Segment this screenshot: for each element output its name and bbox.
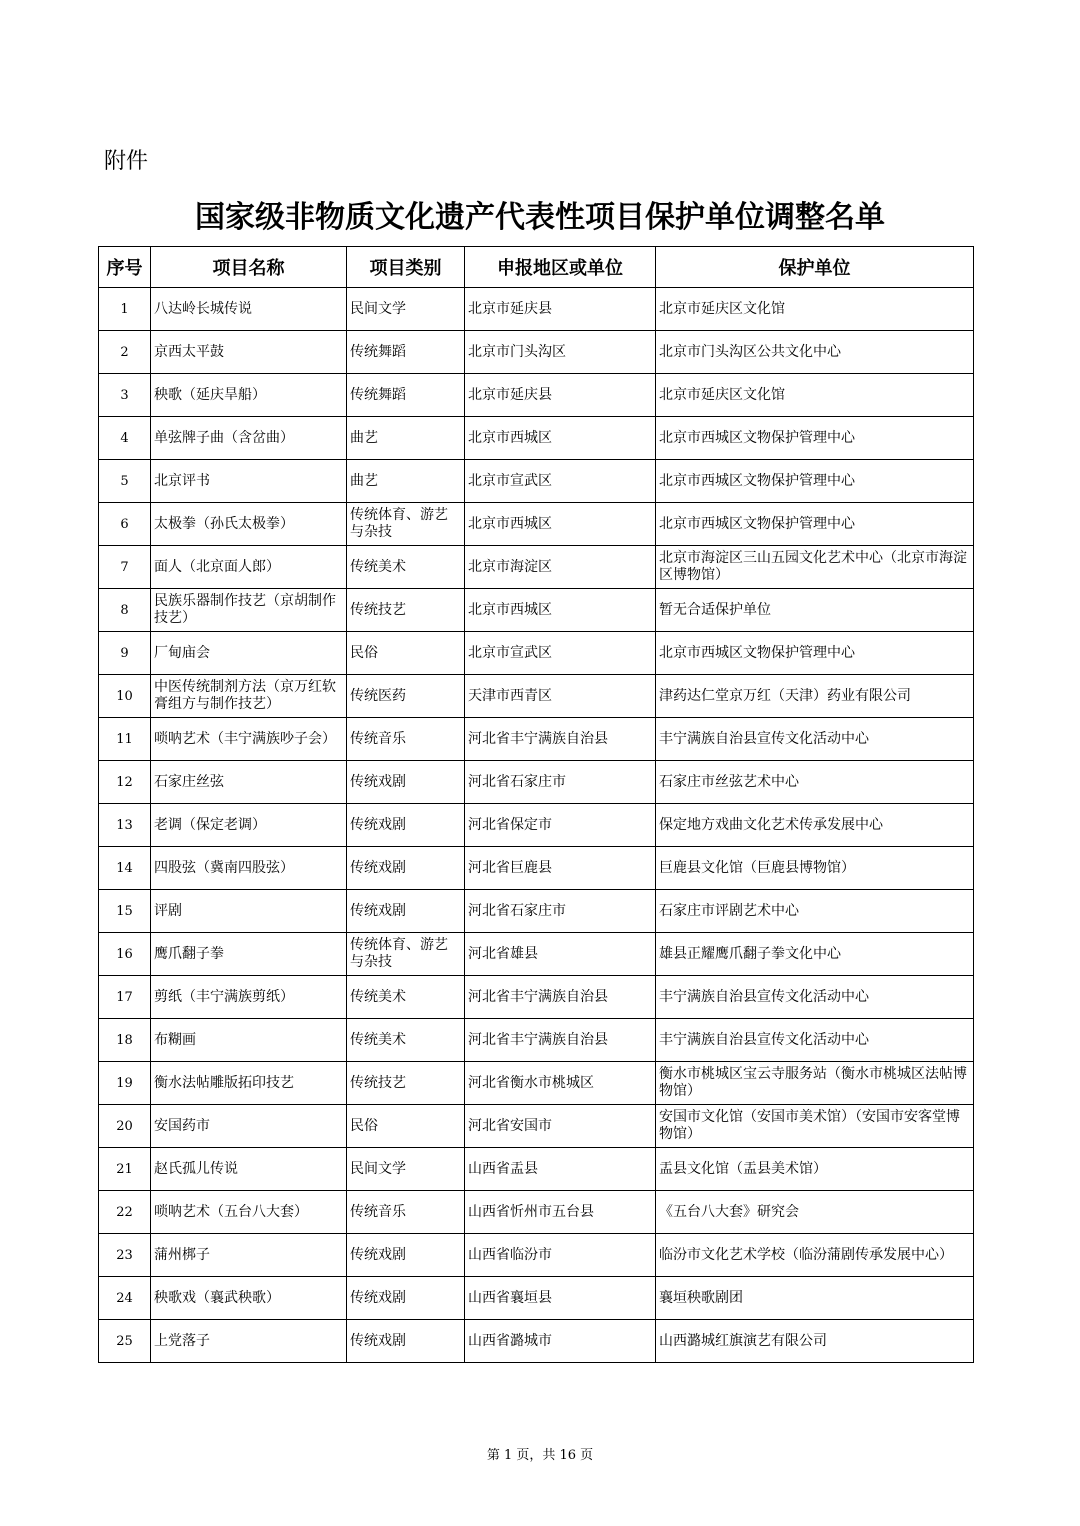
cell-project-name: 鹰爪翻子拳 xyxy=(151,933,347,976)
cell-region: 北京市门头沟区 xyxy=(465,331,656,374)
cell-category: 传统戏剧 xyxy=(347,1277,465,1320)
cell-category: 传统体育、游艺与杂技 xyxy=(347,933,465,976)
cell-protection-unit: 北京市延庆区文化馆 xyxy=(656,374,974,417)
table-body xyxy=(99,288,974,1363)
cell-region: 山西省襄垣县 xyxy=(465,1277,656,1320)
cell-category: 传统戏剧 xyxy=(347,890,465,933)
cell-category: 民俗 xyxy=(347,1105,465,1148)
cell-region: 天津市西青区 xyxy=(465,675,656,718)
table-row xyxy=(99,1062,974,1105)
cell-project-name: 面人（北京面人郎） xyxy=(151,546,347,589)
table-row xyxy=(99,374,974,417)
attachment-label: 附件 xyxy=(104,149,149,174)
table-row xyxy=(99,976,974,1019)
table-row xyxy=(99,718,974,761)
cell-index: 16 xyxy=(99,933,151,976)
cell-index: 8 xyxy=(99,589,151,632)
cell-category: 民间文学 xyxy=(347,288,465,331)
cell-category: 传统音乐 xyxy=(347,1191,465,1234)
table-row xyxy=(99,890,974,933)
cell-protection-unit: 丰宁满族自治县宣传文化活动中心 xyxy=(656,718,974,761)
column-header-index: 序号 xyxy=(99,247,151,288)
table-row xyxy=(99,331,974,374)
table-row xyxy=(99,675,974,718)
cell-category: 传统体育、游艺与杂技 xyxy=(347,503,465,546)
cell-protection-unit: 盂县文化馆（盂县美术馆） xyxy=(656,1148,974,1191)
table-row xyxy=(99,503,974,546)
cell-project-name: 中医传统制剂方法（京万红软膏组方与制作技艺） xyxy=(151,675,347,718)
cell-protection-unit: 巨鹿县文化馆（巨鹿县博物馆） xyxy=(656,847,974,890)
table-header-row xyxy=(99,247,974,288)
table-row xyxy=(99,589,974,632)
cell-project-name: 石家庄丝弦 xyxy=(151,761,347,804)
column-header-category: 项目类别 xyxy=(347,247,465,288)
cell-region: 北京市延庆县 xyxy=(465,288,656,331)
heritage-table xyxy=(98,246,974,1363)
cell-project-name: 北京评书 xyxy=(151,460,347,503)
cell-protection-unit: 北京市西城区文物保护管理中心 xyxy=(656,417,974,460)
cell-index: 20 xyxy=(99,1105,151,1148)
cell-project-name: 太极拳（孙氏太极拳） xyxy=(151,503,347,546)
cell-protection-unit: 雄县正耀鹰爪翻子拳文化中心 xyxy=(656,933,974,976)
cell-project-name: 唢呐艺术（丰宁满族吵子会） xyxy=(151,718,347,761)
cell-index: 24 xyxy=(99,1277,151,1320)
cell-index: 5 xyxy=(99,460,151,503)
cell-project-name: 四股弦（冀南四股弦） xyxy=(151,847,347,890)
cell-region: 北京市西城区 xyxy=(465,589,656,632)
cell-region: 河北省丰宁满族自治县 xyxy=(465,718,656,761)
cell-protection-unit: 衡水市桃城区宝云寺服务站（衡水市桃城区法帖博物馆） xyxy=(656,1062,974,1105)
cell-category: 曲艺 xyxy=(347,460,465,503)
cell-category: 传统戏剧 xyxy=(347,761,465,804)
cell-protection-unit: 北京市门头沟区公共文化中心 xyxy=(656,331,974,374)
table-row xyxy=(99,847,974,890)
cell-project-name: 剪纸（丰宁满族剪纸） xyxy=(151,976,347,1019)
cell-index: 25 xyxy=(99,1320,151,1363)
cell-index: 17 xyxy=(99,976,151,1019)
cell-category: 传统美术 xyxy=(347,976,465,1019)
cell-region: 北京市西城区 xyxy=(465,503,656,546)
table-row xyxy=(99,1148,974,1191)
cell-index: 2 xyxy=(99,331,151,374)
cell-category: 传统戏剧 xyxy=(347,1234,465,1277)
cell-protection-unit: 《五台八大套》研究会 xyxy=(656,1191,974,1234)
table-row xyxy=(99,761,974,804)
table-row xyxy=(99,1019,974,1062)
cell-protection-unit: 北京市西城区文物保护管理中心 xyxy=(656,503,974,546)
document-title: 国家级非物质文化遗产代表性项目保护单位调整名单 xyxy=(195,200,885,235)
cell-project-name: 秧歌戏（襄武秧歌） xyxy=(151,1277,347,1320)
cell-project-name: 老调（保定老调） xyxy=(151,804,347,847)
cell-index: 21 xyxy=(99,1148,151,1191)
cell-index: 1 xyxy=(99,288,151,331)
table-row xyxy=(99,1191,974,1234)
cell-region: 山西省忻州市五台县 xyxy=(465,1191,656,1234)
cell-region: 河北省石家庄市 xyxy=(465,890,656,933)
cell-protection-unit: 丰宁满族自治县宣传文化活动中心 xyxy=(656,1019,974,1062)
cell-region: 河北省保定市 xyxy=(465,804,656,847)
cell-index: 18 xyxy=(99,1019,151,1062)
table-row xyxy=(99,460,974,503)
cell-category: 传统美术 xyxy=(347,1019,465,1062)
cell-index: 7 xyxy=(99,546,151,589)
cell-index: 10 xyxy=(99,675,151,718)
cell-project-name: 唢呐艺术（五台八大套） xyxy=(151,1191,347,1234)
cell-category: 传统美术 xyxy=(347,546,465,589)
cell-protection-unit: 临汾市文化艺术学校（临汾蒲剧传承发展中心） xyxy=(656,1234,974,1277)
cell-protection-unit: 石家庄市丝弦艺术中心 xyxy=(656,761,974,804)
cell-index: 12 xyxy=(99,761,151,804)
cell-project-name: 秧歌（延庆旱船） xyxy=(151,374,347,417)
table-row xyxy=(99,1105,974,1148)
cell-category: 民间文学 xyxy=(347,1148,465,1191)
cell-protection-unit: 北京市延庆区文化馆 xyxy=(656,288,974,331)
cell-region: 北京市宣武区 xyxy=(465,632,656,675)
cell-index: 3 xyxy=(99,374,151,417)
cell-project-name: 上党落子 xyxy=(151,1320,347,1363)
cell-project-name: 评剧 xyxy=(151,890,347,933)
table-row xyxy=(99,288,974,331)
cell-project-name: 民族乐器制作技艺（京胡制作技艺） xyxy=(151,589,347,632)
cell-category: 传统戏剧 xyxy=(347,804,465,847)
table-row xyxy=(99,933,974,976)
cell-region: 河北省安国市 xyxy=(465,1105,656,1148)
cell-protection-unit: 保定地方戏曲文化艺术传承发展中心 xyxy=(656,804,974,847)
cell-project-name: 京西太平鼓 xyxy=(151,331,347,374)
cell-project-name: 厂甸庙会 xyxy=(151,632,347,675)
cell-region: 北京市海淀区 xyxy=(465,546,656,589)
cell-region: 河北省雄县 xyxy=(465,933,656,976)
table-row xyxy=(99,632,974,675)
cell-category: 传统戏剧 xyxy=(347,1320,465,1363)
table-row xyxy=(99,1277,974,1320)
cell-index: 19 xyxy=(99,1062,151,1105)
cell-protection-unit: 北京市海淀区三山五园文化艺术中心（北京市海淀区博物馆） xyxy=(656,546,974,589)
cell-protection-unit: 北京市西城区文物保护管理中心 xyxy=(656,632,974,675)
table-row xyxy=(99,546,974,589)
cell-category: 传统医药 xyxy=(347,675,465,718)
cell-project-name: 衡水法帖雕版拓印技艺 xyxy=(151,1062,347,1105)
cell-protection-unit: 安国市文化馆（安国市美术馆）（安国市安客堂博物馆） xyxy=(656,1105,974,1148)
cell-region: 北京市延庆县 xyxy=(465,374,656,417)
cell-region: 北京市宣武区 xyxy=(465,460,656,503)
cell-protection-unit: 暂无合适保护单位 xyxy=(656,589,974,632)
cell-index: 4 xyxy=(99,417,151,460)
cell-index: 15 xyxy=(99,890,151,933)
cell-region: 河北省衡水市桃城区 xyxy=(465,1062,656,1105)
cell-index: 6 xyxy=(99,503,151,546)
cell-index: 23 xyxy=(99,1234,151,1277)
cell-category: 传统技艺 xyxy=(347,589,465,632)
cell-project-name: 八达岭长城传说 xyxy=(151,288,347,331)
cell-index: 11 xyxy=(99,718,151,761)
cell-project-name: 单弦牌子曲（含岔曲） xyxy=(151,417,347,460)
cell-index: 22 xyxy=(99,1191,151,1234)
cell-category: 传统戏剧 xyxy=(347,847,465,890)
cell-category: 民俗 xyxy=(347,632,465,675)
cell-project-name: 蒲州梆子 xyxy=(151,1234,347,1277)
cell-protection-unit: 丰宁满族自治县宣传文化活动中心 xyxy=(656,976,974,1019)
cell-region: 河北省丰宁满族自治县 xyxy=(465,1019,656,1062)
cell-region: 山西省盂县 xyxy=(465,1148,656,1191)
page-footer: 第 1 页，共 16 页 xyxy=(486,1448,594,1463)
cell-project-name: 赵氏孤儿传说 xyxy=(151,1148,347,1191)
column-header-region: 申报地区或单位 xyxy=(465,247,656,288)
cell-category: 曲艺 xyxy=(347,417,465,460)
cell-region: 河北省石家庄市 xyxy=(465,761,656,804)
cell-protection-unit: 石家庄市评剧艺术中心 xyxy=(656,890,974,933)
column-header-project-name: 项目名称 xyxy=(151,247,347,288)
table-row xyxy=(99,1320,974,1363)
cell-index: 9 xyxy=(99,632,151,675)
cell-category: 传统舞蹈 xyxy=(347,331,465,374)
cell-index: 13 xyxy=(99,804,151,847)
cell-region: 北京市西城区 xyxy=(465,417,656,460)
cell-protection-unit: 山西潞城红旗演艺有限公司 xyxy=(656,1320,974,1363)
table-row xyxy=(99,804,974,847)
table-row xyxy=(99,417,974,460)
cell-protection-unit: 津药达仁堂京万红（天津）药业有限公司 xyxy=(656,675,974,718)
cell-index: 14 xyxy=(99,847,151,890)
cell-category: 传统技艺 xyxy=(347,1062,465,1105)
cell-region: 山西省潞城市 xyxy=(465,1320,656,1363)
cell-project-name: 布糊画 xyxy=(151,1019,347,1062)
cell-category: 传统舞蹈 xyxy=(347,374,465,417)
cell-category: 传统音乐 xyxy=(347,718,465,761)
cell-region: 山西省临汾市 xyxy=(465,1234,656,1277)
cell-protection-unit: 北京市西城区文物保护管理中心 xyxy=(656,460,974,503)
cell-project-name: 安国药市 xyxy=(151,1105,347,1148)
cell-protection-unit: 襄垣秧歌剧团 xyxy=(656,1277,974,1320)
cell-region: 河北省丰宁满族自治县 xyxy=(465,976,656,1019)
column-header-protection-unit: 保护单位 xyxy=(656,247,974,288)
cell-region: 河北省巨鹿县 xyxy=(465,847,656,890)
table-row xyxy=(99,1234,974,1277)
